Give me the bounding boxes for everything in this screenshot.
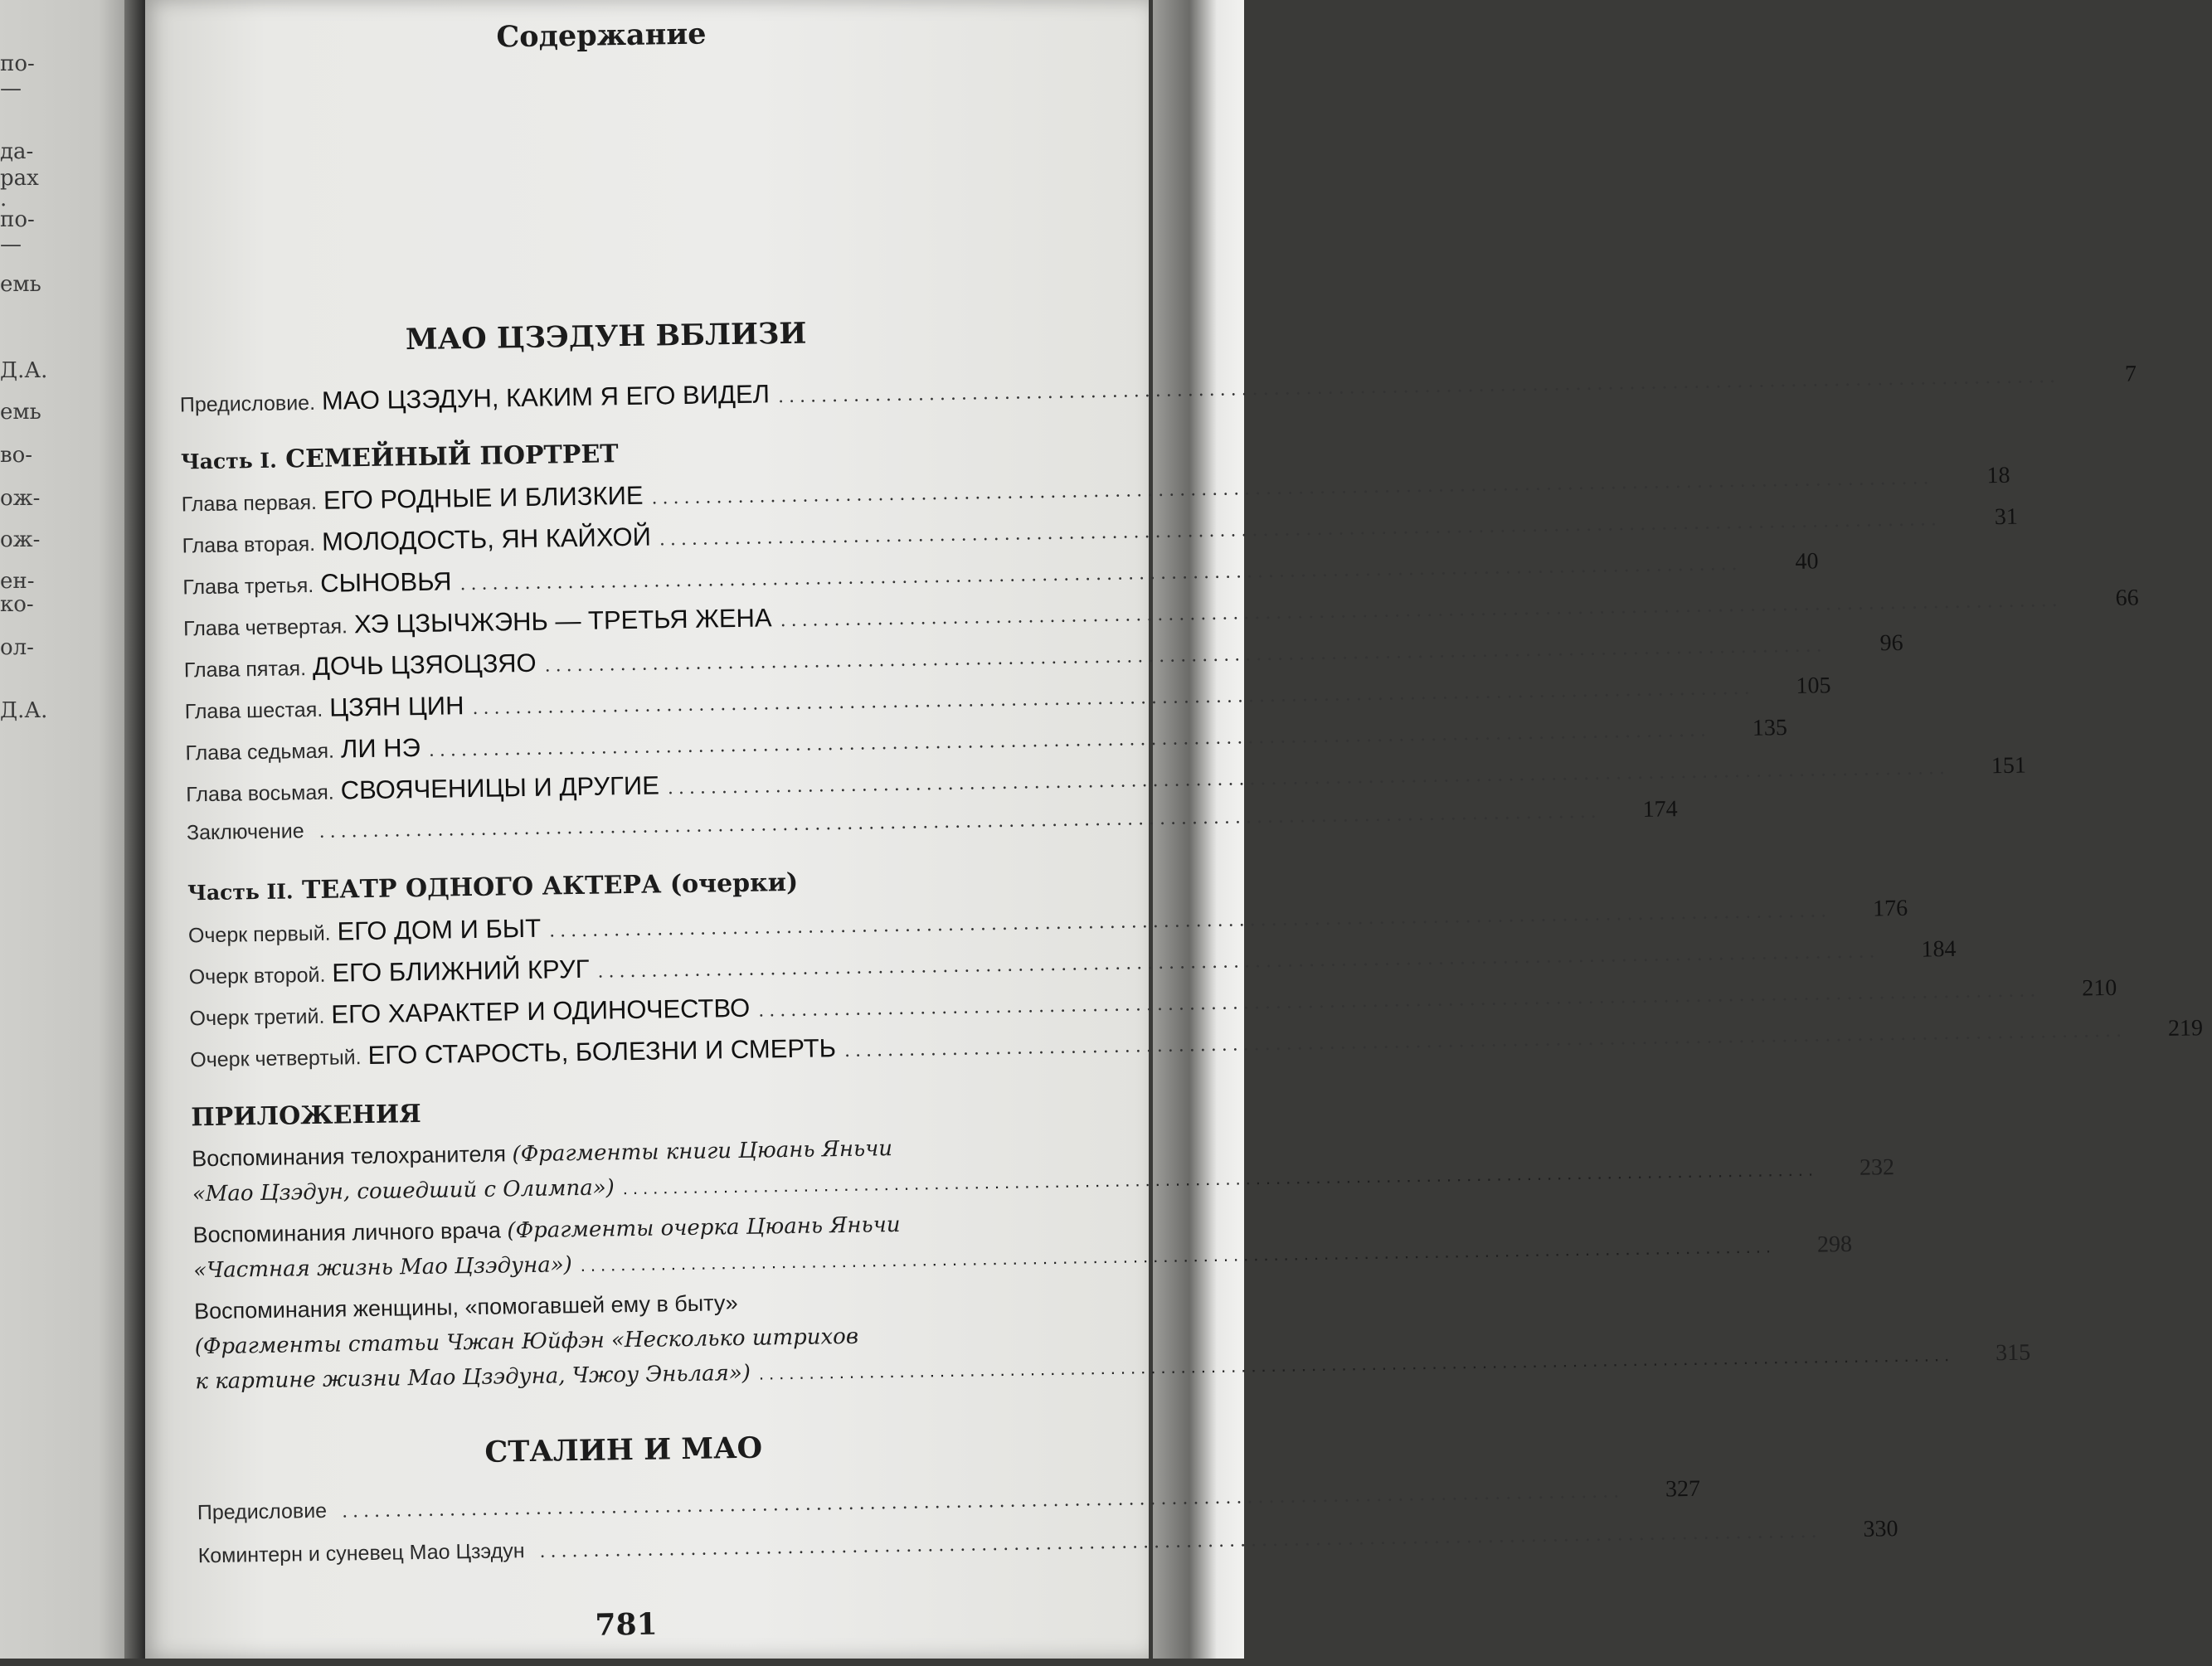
entry-title: ЕГО БЛИЖНИЙ КРУГ (332, 954, 590, 988)
appendix-source: к картине жизни Мао Цзэдуна, Чжоу Эньлая») (195, 1360, 751, 1395)
appendix-title: Воспоминания женщины, «помогавшей ему в быту» (193, 1290, 738, 1324)
left-page-fragment: Д.А. (0, 698, 48, 723)
entry-label: Предисловие. (179, 391, 316, 417)
leader-dots: ....................................................................................................................... (472, 678, 1755, 719)
appendix-entry[interactable] (191, 1128, 1895, 1212)
entry-page: 40 (1795, 548, 1819, 575)
page-title: Содержание (496, 17, 707, 55)
toc-entry[interactable] (197, 1516, 1898, 1576)
appendices-heading: ПРИЛОЖЕНИЯ (191, 1100, 421, 1133)
leader-dots: ....................................................................................................................... (580, 1236, 1777, 1276)
appendix-source: «Мао Цзэдун, сошедший с Олимпа») (192, 1175, 615, 1207)
leader-dots: ....................................................................................................................... (622, 1158, 1819, 1199)
entry-title: МОЛОДОСТЬ, ЯН КАЙХОЙ (321, 522, 652, 556)
entry-page: 219 (2167, 1015, 2204, 1042)
entry-page: 327 (1665, 1475, 1701, 1503)
toc-content (157, 0, 2204, 1666)
leader-dots: ....................................................................................................................... (549, 901, 1832, 942)
toc-page (145, 0, 2204, 1659)
entry-title: СЫНОВЬЯ (319, 566, 452, 598)
entry-label: Очерк четвертый. (190, 1046, 362, 1072)
left-page-fragment: ож- (0, 486, 41, 511)
toc-entry[interactable] (182, 548, 1819, 604)
part-title: СЕМЕЙНЫЙ ПОРТРЕТ (284, 440, 619, 474)
left-page-fragment: ож- (0, 527, 41, 552)
appendix-source: (Фрагменты очерка Цюань Яньчи (507, 1212, 901, 1244)
entry-title: ЕГО РОДНЫЕ И БЛИЗКИЕ (323, 480, 644, 515)
left-page-fragment: ко- (0, 592, 34, 617)
toc-entry[interactable] (197, 1475, 1701, 1532)
leader-dots: ....................................................................................................................... (544, 635, 1827, 677)
entry-title: ЕГО ХАРАКТЕР И ОДИНОЧЕСТВО (331, 993, 751, 1029)
entry-label: Предисловие (197, 1498, 328, 1525)
entry-label: Коминтерн и суневец Мао Цзэдун (197, 1539, 525, 1568)
entry-label: Очерк третий. (189, 1004, 325, 1031)
entry-page: 184 (1921, 935, 1957, 963)
left-page-fragment: по- (0, 51, 35, 76)
entry-page: 105 (1796, 673, 1831, 699)
part-prefix: Часть II. (187, 879, 294, 906)
entry-title: ЛИ НЭ (340, 732, 421, 764)
part-prefix: Часть I. (180, 448, 278, 474)
toc-entry[interactable] (186, 796, 1678, 852)
left-page-fragment: рах (0, 166, 39, 191)
appendix-title: Воспоминания личного врача (192, 1217, 502, 1248)
entry-label: Глава пятая. (183, 657, 307, 682)
left-page-fragment: емь (0, 400, 41, 425)
left-page-fragment: во- (0, 443, 33, 468)
entry-title: ХЭ ЦЗЫЧЖЭНЬ — ТРЕТЬЯ ЖЕНА (353, 603, 772, 639)
toc-entry-preface[interactable] (179, 361, 2137, 421)
entry-title: ДОЧЬ ЦЗЯОЦЗЯО (312, 648, 537, 681)
entry-page: 176 (1872, 895, 1908, 922)
entry-page: 135 (1752, 715, 1788, 741)
leader-dots: ....................................................................................................................... (651, 468, 1934, 509)
leader-dots: ....................................................................................................................... (758, 980, 2041, 1022)
leader-dots: ....................................................................................................................... (459, 553, 1743, 595)
entry-page: 96 (1879, 629, 1903, 657)
left-page-fragment: да- (0, 139, 34, 164)
section-title: МАО ЦЗЭДУН ВБЛИЗИ (405, 316, 807, 357)
entry-page: 298 (1816, 1231, 1853, 1258)
appendix-entry[interactable] (193, 1280, 2031, 1400)
entry-page: 31 (1994, 503, 2019, 531)
leader-dots: ....................................................................................................................... (659, 509, 1942, 551)
book-edge (1153, 0, 1244, 1659)
appendix-source: «Частная жизнь Мао Цзэдуна») (193, 1252, 573, 1284)
left-page-fragment: . (0, 187, 7, 211)
leader-dots: ....................................................................................................................... (318, 801, 1602, 843)
entry-label: Глава первая. (181, 490, 318, 517)
appendix-source: (Фрагменты статьи Чжан Юйфэн «Несколько штрихов (194, 1324, 859, 1360)
entry-label: Глава третья. (182, 573, 314, 600)
entry-page: 210 (2081, 974, 2117, 1002)
entry-title: ЕГО СТАРОСТЬ, БОЛЕЗНИ И СМЕРТЬ (367, 1033, 837, 1071)
entry-page: 174 (1642, 796, 1678, 823)
entry-label: Очерк первый. (187, 921, 331, 948)
entry-page: 18 (1986, 462, 2010, 489)
entry-title: СВОЯЧЕНИЦЫ И ДРУГИЕ (340, 770, 660, 805)
part-heading (181, 440, 619, 475)
appendix-source: (Фрагменты книги Цюань Яньчи (512, 1136, 893, 1168)
left-facing-page (0, 0, 141, 1659)
leader-dots: ....................................................................................................................... (843, 1020, 2127, 1061)
entry-page: 232 (1859, 1154, 1895, 1181)
toc-entry[interactable] (181, 462, 2010, 521)
part-heading (187, 868, 799, 907)
toc-entry[interactable] (188, 935, 1957, 993)
left-page-fragment: Д.А. (0, 358, 48, 383)
entry-title: МАО ЦЗЭДУН, КАКИМ Я ЕГО ВИДЕЛ (321, 379, 771, 415)
left-page-fragment: — (0, 232, 22, 257)
toc-entry[interactable] (187, 895, 1908, 952)
entry-label: Глава седьмая. (185, 739, 335, 765)
entry-title: ЕГО ДОМ И БЫТ (337, 913, 542, 946)
entry-label: Заключение (186, 819, 304, 845)
entry-label: Глава вторая. (182, 532, 316, 558)
appendix-title: Воспоминания телохранителя (191, 1141, 507, 1172)
toc-entry[interactable] (185, 715, 1788, 770)
leader-dots: ....................................................................................................................... (667, 758, 1951, 799)
left-page-fragment: ен- (0, 569, 35, 594)
leader-dots: ....................................................................................................................... (777, 366, 2061, 408)
entry-label: Очерк второй. (188, 963, 326, 989)
left-page-fragment: по- (0, 207, 35, 232)
entry-label: Глава четвертая. (182, 614, 348, 641)
leader-dots: ....................................................................................................................... (780, 590, 2063, 632)
leader-dots: ....................................................................................................................... (428, 720, 1712, 761)
left-page-fragment: ол- (0, 635, 34, 660)
leader-dots: ....................................................................................................................... (341, 1481, 1625, 1523)
section-title: СТАЛИН И МАО (484, 1430, 763, 1469)
entry-label: Глава восьмая. (186, 780, 334, 807)
leader-dots: ....................................................................................................................... (597, 941, 1880, 983)
entry-title: ЦЗЯН ЦИН (328, 691, 464, 722)
leader-dots: ....................................................................................................................... (758, 1344, 1955, 1384)
entry-page: 315 (1995, 1339, 2031, 1367)
leader-dots: ....................................................................................................................... (539, 1521, 1822, 1562)
entry-page: 330 (1863, 1516, 1898, 1542)
page-number: 781 (595, 1606, 658, 1643)
appendix-entry[interactable] (192, 1204, 1853, 1289)
left-page-fragment: емь (0, 272, 41, 297)
left-page-fragment: — (0, 76, 22, 101)
entry-page: 66 (2115, 585, 2139, 611)
entry-label: Глава шестая. (184, 697, 323, 724)
entry-page: 7 (2124, 361, 2137, 387)
part-title: ТЕАТР ОДНОГО АКТЕРА (очерки) (301, 867, 799, 906)
entry-page: 151 (1991, 752, 2027, 780)
